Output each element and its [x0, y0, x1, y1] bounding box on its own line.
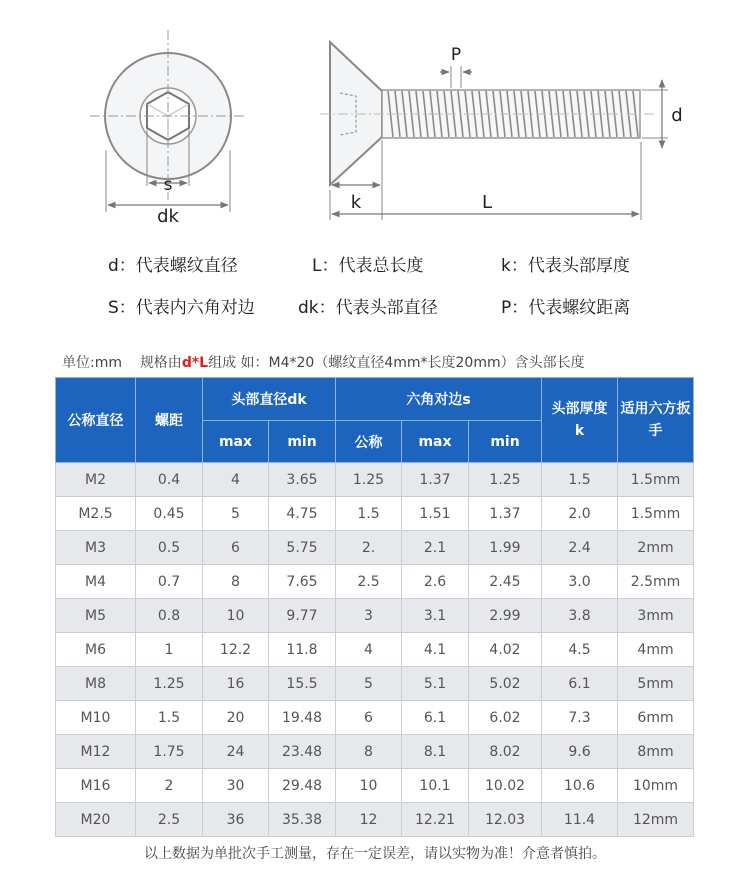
- legend-symbol: P: [501, 298, 512, 318]
- cell-s-min: 1.37: [469, 497, 542, 531]
- cell-s-min: 12.03: [469, 803, 542, 837]
- legend-text: ：代表头部直径: [318, 298, 438, 318]
- cell-dk-max: 36: [203, 803, 269, 837]
- cell-wrench: 12mm: [618, 803, 694, 837]
- cell-nominal: M2.5: [56, 497, 136, 531]
- legend-symbol: S: [108, 298, 119, 318]
- spec-prefix: 规格由: [139, 355, 182, 371]
- header-dk-min: min: [269, 421, 336, 463]
- cell-head-thickness: 4.5: [542, 633, 618, 667]
- cell-head-thickness: 1.5: [542, 463, 618, 497]
- legend-symbol: d: [108, 256, 119, 276]
- cell-dk-max: 10: [203, 599, 269, 633]
- cell-dk-min: 3.65: [269, 463, 336, 497]
- cell-s-min: 8.02: [469, 735, 542, 769]
- table-row: [56, 531, 694, 565]
- cell-dk-min: 7.65: [269, 565, 336, 599]
- cell-wrench: 1.5mm: [618, 497, 694, 531]
- cell-s-nominal: 2.: [336, 531, 402, 565]
- header-hex-wrench-label: 适用六方扳手: [620, 401, 691, 439]
- cell-head-thickness: 11.4: [542, 803, 618, 837]
- header-s-min: min: [469, 421, 542, 463]
- unit-label: 单位:mm: [62, 355, 122, 371]
- cell-nominal: M8: [56, 667, 136, 701]
- cell-head-thickness: 2.4: [542, 531, 618, 565]
- legend-text: ：代表螺纹直径: [118, 256, 238, 276]
- cell-s-min: 6.02: [469, 701, 542, 735]
- cell-pitch: 1.25: [136, 667, 203, 701]
- dim-label-k: k: [350, 192, 362, 213]
- legend-symbol: k: [501, 256, 511, 276]
- cell-s-nominal: 4: [336, 633, 402, 667]
- legend-d: [108, 251, 238, 276]
- cell-s-min: 4.02: [469, 633, 542, 667]
- cell-s-nominal: 1.5: [336, 497, 402, 531]
- cell-pitch: 1: [136, 633, 203, 667]
- cell-dk-max: 5: [203, 497, 269, 531]
- table-row: [56, 497, 694, 531]
- cell-s-max: 3.1: [402, 599, 469, 633]
- legend-l: [312, 251, 423, 276]
- cell-s-max: 2.6: [402, 565, 469, 599]
- header-head-thickness-label: 头部厚度k: [551, 401, 608, 439]
- table-row: [56, 463, 694, 497]
- dim-label-s: s: [163, 175, 173, 195]
- legend-symbol: dk: [298, 298, 319, 318]
- cell-s-min: 10.02: [469, 769, 542, 803]
- legend-p: [501, 293, 630, 318]
- cell-wrench: 8mm: [618, 735, 694, 769]
- cell-s-max: 6.1: [402, 701, 469, 735]
- screw-side-view: [320, 42, 683, 220]
- cell-head-thickness: 6.1: [542, 667, 618, 701]
- legend-text: ：代表总长度: [321, 256, 424, 276]
- legend-text: ：代表内六角对边: [118, 298, 255, 318]
- cell-wrench: 2.5mm: [618, 565, 694, 599]
- cell-dk-min: 19.48: [269, 701, 336, 735]
- legend-text: ：代表头部厚度: [510, 256, 630, 276]
- cell-s-max: 12.21: [402, 803, 469, 837]
- cell-head-thickness: 9.6: [542, 735, 618, 769]
- cell-wrench: 1.5mm: [618, 463, 694, 497]
- header-head-thickness: [542, 378, 618, 463]
- header-hex-across-flats: 六角对边s: [336, 378, 542, 421]
- legend-k: [501, 251, 630, 276]
- cell-s-max: 1.51: [402, 497, 469, 531]
- cell-dk-max: 16: [203, 667, 269, 701]
- cell-pitch: 0.5: [136, 531, 203, 565]
- cell-wrench: 4mm: [618, 633, 694, 667]
- cell-s-nominal: 10: [336, 769, 402, 803]
- cell-nominal: M2: [56, 463, 136, 497]
- legend-dk: [298, 293, 438, 318]
- cell-dk-min: 9.77: [269, 599, 336, 633]
- table-row: [56, 633, 694, 667]
- cell-dk-max: 8: [203, 565, 269, 599]
- cell-s-max: 4.1: [402, 633, 469, 667]
- cell-dk-max: 12.2: [203, 633, 269, 667]
- cell-nominal: M16: [56, 769, 136, 803]
- cell-s-nominal: 2.5: [336, 565, 402, 599]
- spec-suffix: 组成 如：M4*20（螺纹直径4mm*长度20mm）含头部长度: [208, 355, 585, 371]
- dim-label-p: P: [450, 45, 462, 65]
- table-row: [56, 599, 694, 633]
- cell-head-thickness: 7.3: [542, 701, 618, 735]
- cell-dk-max: 6: [203, 531, 269, 565]
- cell-pitch: 0.7: [136, 565, 203, 599]
- cell-wrench: 6mm: [618, 701, 694, 735]
- cell-dk-min: 5.75: [269, 531, 336, 565]
- cell-nominal: M5: [56, 599, 136, 633]
- cell-dk-max: 24: [203, 735, 269, 769]
- cell-dk-max: 20: [203, 701, 269, 735]
- cell-head-thickness: 10.6: [542, 769, 618, 803]
- table-row: [56, 735, 694, 769]
- cell-head-thickness: 3.8: [542, 599, 618, 633]
- cell-s-max: 8.1: [402, 735, 469, 769]
- cell-pitch: 0.45: [136, 497, 203, 531]
- cell-s-nominal: 6: [336, 701, 402, 735]
- spec-highlight: d*L: [181, 355, 209, 371]
- cell-s-max: 10.1: [402, 769, 469, 803]
- dim-label-l: L: [481, 192, 493, 213]
- cell-nominal: M20: [56, 803, 136, 837]
- cell-s-nominal: 8: [336, 735, 402, 769]
- table-row: [56, 803, 694, 837]
- cell-dk-min: 11.8: [269, 633, 336, 667]
- cell-s-min: 2.99: [469, 599, 542, 633]
- cell-pitch: 0.8: [136, 599, 203, 633]
- header-dk-max: max: [203, 421, 269, 463]
- footer-disclaimer: 以上数据为单批次手工测量，存在一定误差，请以实物为准！介意者慎拍。: [144, 846, 606, 862]
- table-row: [56, 565, 694, 599]
- spec-table: [55, 377, 694, 837]
- legend-s: [108, 293, 255, 318]
- head-end-view: [90, 30, 246, 227]
- cell-wrench: 3mm: [618, 599, 694, 633]
- cell-dk-max: 30: [203, 769, 269, 803]
- cell-s-nominal: 12: [336, 803, 402, 837]
- legend-symbol: L: [312, 256, 322, 276]
- cell-s-max: 5.1: [402, 667, 469, 701]
- cell-s-max: 1.37: [402, 463, 469, 497]
- screw-diagram: [0, 0, 750, 240]
- cell-pitch: 1.5: [136, 701, 203, 735]
- cell-s-max: 2.1: [402, 531, 469, 565]
- table-row: [56, 769, 694, 803]
- cell-s-nominal: 1.25: [336, 463, 402, 497]
- header-hex-wrench: [618, 378, 694, 463]
- cell-s-nominal: 3: [336, 599, 402, 633]
- cell-pitch: 2: [136, 769, 203, 803]
- cell-pitch: 0.4: [136, 463, 203, 497]
- cell-nominal: M4: [56, 565, 136, 599]
- cell-dk-min: 4.75: [269, 497, 336, 531]
- cell-dk-min: 29.48: [269, 769, 336, 803]
- cell-head-thickness: 2.0: [542, 497, 618, 531]
- cell-dk-min: 23.48: [269, 735, 336, 769]
- cell-nominal: M10: [56, 701, 136, 735]
- legend-text: ：代表螺纹距离: [511, 298, 631, 318]
- cell-s-nominal: 5: [336, 667, 402, 701]
- cell-s-min: 2.45: [469, 565, 542, 599]
- cell-s-min: 1.25: [469, 463, 542, 497]
- cell-s-min: 1.99: [469, 531, 542, 565]
- cell-s-min: 5.02: [469, 667, 542, 701]
- cell-nominal: M3: [56, 531, 136, 565]
- header-s-max: max: [402, 421, 469, 463]
- dim-label-d: d: [671, 105, 683, 126]
- header-pitch: 螺距: [136, 378, 203, 463]
- cell-wrench: 2mm: [618, 531, 694, 565]
- spec-note: [62, 352, 585, 372]
- cell-dk-min: 35.38: [269, 803, 336, 837]
- cell-wrench: 10mm: [618, 769, 694, 803]
- cell-dk-max: 4: [203, 463, 269, 497]
- cell-nominal: M6: [56, 633, 136, 667]
- dim-label-dk: dk: [157, 206, 179, 227]
- table-row: [56, 701, 694, 735]
- table-row: [56, 667, 694, 701]
- cell-pitch: 1.75: [136, 735, 203, 769]
- cell-dk-min: 15.5: [269, 667, 336, 701]
- cell-wrench: 5mm: [618, 667, 694, 701]
- header-head-diameter: 头部直径dk: [203, 378, 336, 421]
- cell-nominal: M12: [56, 735, 136, 769]
- spec-table-body: [56, 463, 694, 837]
- header-nominal-diameter: 公称直径: [56, 378, 136, 463]
- cell-pitch: 2.5: [136, 803, 203, 837]
- cell-head-thickness: 3.0: [542, 565, 618, 599]
- header-s-nominal: 公称: [336, 421, 402, 463]
